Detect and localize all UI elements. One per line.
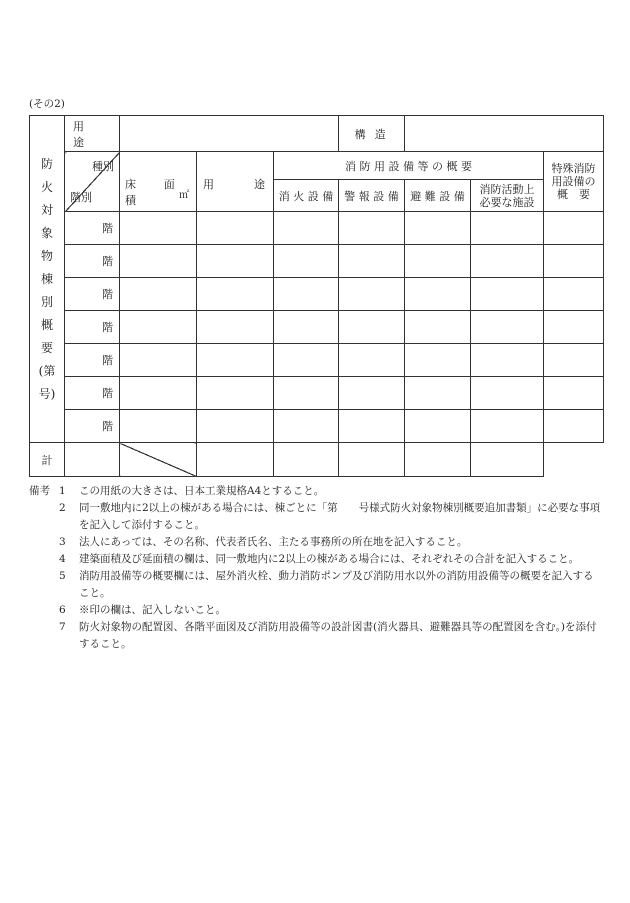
note-number: 5	[59, 570, 66, 582]
fire-equipment-group-header: 消 防 用 設 備 等 の 概 要	[274, 152, 544, 180]
use-label: 用 途	[65, 116, 120, 152]
table-row	[30, 245, 604, 278]
total-row	[30, 443, 604, 477]
data-cell[interactable]	[120, 278, 197, 311]
type-label: 種別	[92, 160, 114, 173]
vt-char: 棟	[40, 271, 53, 286]
note-text: ※印の欄は、記入しないこと。	[79, 604, 226, 616]
note-text: 防火対象物の配置図、各階平面図及び消防用設備等の設計図書(消火器具、避難器具等の配置図を含む。)を添付すること。	[79, 621, 597, 650]
alarm-header: 警 報 設 備	[339, 180, 405, 212]
note-number: 7	[59, 621, 66, 633]
vt-char: 号)	[38, 386, 56, 401]
note-text: 法人にあっては、その名称、代表者氏名、主たる事務所の所在地を記入すること。	[79, 536, 468, 548]
note-item	[29, 500, 603, 534]
data-cell[interactable]	[471, 410, 544, 443]
note-item	[29, 534, 603, 551]
data-cell[interactable]	[274, 311, 339, 344]
data-cell[interactable]	[544, 212, 604, 245]
data-cell[interactable]	[471, 245, 544, 278]
data-cell[interactable]	[471, 212, 544, 245]
special-line3: 概 要	[557, 188, 591, 201]
firefighting-line1: 消防活動上	[479, 182, 535, 196]
data-cell[interactable]	[405, 311, 471, 344]
firefighting-line2: 必要な施設	[479, 195, 535, 209]
note-text: この用紙の大きさは、日本工業規格A4とすること。	[79, 485, 325, 497]
data-cell[interactable]	[274, 344, 339, 377]
note-text: 消防用設備等の概要欄には、屋外消火栓、動力消防ポンプ及び消防用水以外の消防用設備等の概要を記入すること。	[79, 570, 594, 599]
data-cell[interactable]	[471, 344, 544, 377]
evacuation-header: 避 難 設 備	[405, 180, 471, 212]
data-cell[interactable]	[405, 377, 471, 410]
data-cell[interactable]	[274, 212, 339, 245]
note-number: 3	[59, 536, 66, 548]
vt-char: 要	[40, 340, 53, 355]
data-cell[interactable]	[471, 311, 544, 344]
data-cell[interactable]	[544, 377, 604, 410]
data-cell[interactable]	[197, 443, 274, 477]
data-cell[interactable]	[544, 311, 604, 344]
table-row	[30, 377, 604, 410]
data-cell[interactable]	[339, 443, 405, 477]
note-text: 同一敷地内に2以上の棟がある場合には、棟ごとに「第 号様式防火対象物棟別概要追加書類」に必要な事項を記入して添付すること。	[79, 502, 601, 531]
special-line2: 用設備の	[551, 175, 596, 188]
special-equipment-header	[544, 152, 604, 212]
vt-char: 火	[40, 179, 53, 194]
table-row	[30, 278, 604, 311]
use-col-label-a: 用	[203, 178, 214, 191]
page-label: (その2)	[29, 98, 65, 110]
vt-char: 象	[40, 225, 53, 240]
special-line1: 特殊消防	[551, 162, 596, 175]
vt-char: 防	[40, 156, 53, 171]
vt-char: (第	[38, 363, 56, 378]
floor-area-label: 床 面 積	[125, 178, 187, 207]
data-cell[interactable]	[197, 410, 274, 443]
vt-char: 対	[40, 202, 53, 217]
data-cell[interactable]	[405, 245, 471, 278]
note-item	[29, 551, 603, 568]
floor-label: 階別	[70, 191, 92, 204]
floor-cell: 階	[65, 410, 120, 443]
total-label: 計	[30, 443, 65, 477]
data-cell[interactable]	[339, 245, 405, 278]
data-cell[interactable]	[197, 311, 274, 344]
table-row	[30, 410, 604, 443]
use-col-label-b: 途	[254, 178, 265, 191]
floor-cell: 階	[65, 212, 120, 245]
data-cell[interactable]	[544, 278, 604, 311]
data-cell[interactable]	[339, 377, 405, 410]
vt-char: 物	[40, 248, 53, 263]
note-number: 2	[59, 502, 66, 514]
data-cell[interactable]	[405, 278, 471, 311]
data-cell[interactable]	[197, 344, 274, 377]
type-floor-header	[65, 152, 120, 212]
notes-section	[29, 483, 603, 653]
floor-cell: 階	[65, 311, 120, 344]
data-cell[interactable]	[120, 212, 197, 245]
table-row	[30, 344, 604, 377]
data-cell[interactable]	[405, 410, 471, 443]
note-text: 建築面積及び延面積の欄は、同一敷地内に2以上の棟がある場合には、それぞれその合計を記入すること。	[79, 553, 580, 565]
use-field[interactable]	[120, 116, 339, 152]
use-column-header	[197, 152, 274, 212]
data-cell[interactable]	[120, 344, 197, 377]
note-item	[29, 568, 603, 602]
floor-cell: 階	[65, 245, 120, 278]
data-cell[interactable]	[197, 212, 274, 245]
floor-cell: 階	[65, 377, 120, 410]
vertical-title	[30, 116, 65, 443]
data-cell[interactable]	[471, 377, 544, 410]
floor-area-unit: ㎡	[179, 190, 189, 201]
data-cell[interactable]	[274, 443, 339, 477]
data-cell[interactable]	[120, 311, 197, 344]
floor-cell: 階	[65, 344, 120, 377]
floor-cell: 階	[65, 278, 120, 311]
data-cell[interactable]	[120, 245, 197, 278]
data-cell[interactable]	[339, 344, 405, 377]
note-item	[29, 602, 603, 619]
data-cell[interactable]	[339, 278, 405, 311]
data-cell[interactable]	[120, 377, 197, 410]
data-cell[interactable]	[274, 278, 339, 311]
data-cell[interactable]	[274, 377, 339, 410]
data-cell[interactable]	[405, 443, 471, 477]
data-cell[interactable]	[471, 278, 544, 311]
data-cell[interactable]	[544, 344, 604, 377]
data-cell[interactable]	[274, 245, 339, 278]
data-cell[interactable]	[405, 212, 471, 245]
notes-heading: 備考	[29, 485, 50, 497]
data-cell[interactable]	[544, 245, 604, 278]
data-cell[interactable]	[471, 443, 544, 477]
table-row	[30, 311, 604, 344]
note-item	[29, 483, 603, 500]
extinguishing-header: 消 火 設 備	[274, 180, 339, 212]
data-cell[interactable]	[274, 410, 339, 443]
table-row	[30, 212, 604, 245]
structure-label: 構 造	[339, 116, 405, 152]
firefighting-header	[471, 180, 544, 212]
data-cell[interactable]	[339, 212, 405, 245]
building-summary-table	[29, 115, 604, 477]
vt-char: 別	[40, 294, 53, 309]
data-cell[interactable]	[339, 311, 405, 344]
data-cell[interactable]	[544, 410, 604, 443]
data-cell[interactable]	[197, 377, 274, 410]
total-use-cell-crossed	[120, 443, 197, 477]
data-cell[interactable]	[120, 410, 197, 443]
note-number: 4	[59, 553, 66, 565]
note-item	[29, 619, 603, 653]
vt-char: 概	[40, 317, 53, 332]
structure-field[interactable]	[405, 116, 604, 152]
total-floor-area-cell[interactable]	[65, 443, 120, 477]
data-cell[interactable]	[197, 278, 274, 311]
note-number: 6	[59, 604, 66, 616]
floor-area-header	[120, 152, 197, 212]
note-number: 1	[59, 485, 66, 497]
data-cell[interactable]	[197, 245, 274, 278]
data-cell[interactable]	[405, 344, 471, 377]
data-cell[interactable]	[339, 410, 405, 443]
